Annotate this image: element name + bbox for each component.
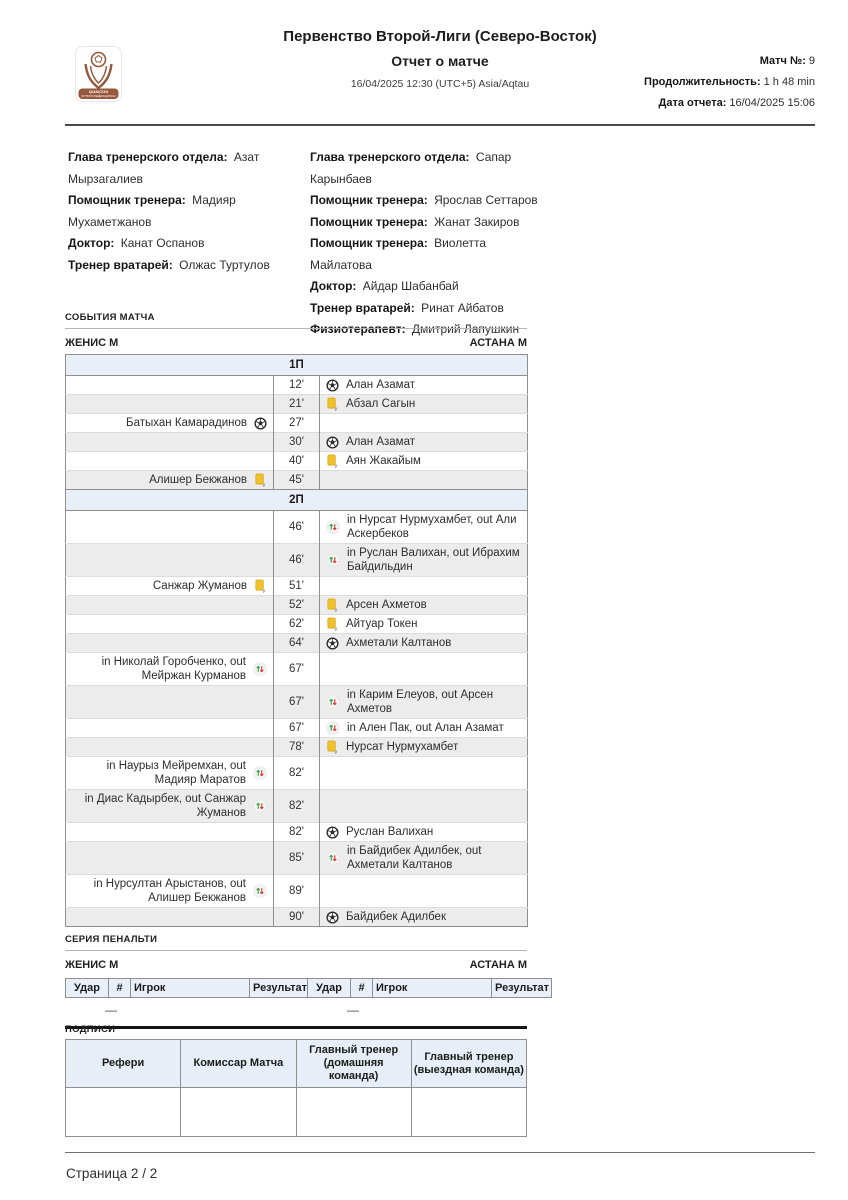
- event-entry: [72, 792, 267, 820]
- svg-text:y: y: [262, 482, 266, 487]
- half-header-row: [66, 355, 528, 376]
- penalty-empty-mark-home: —: [105, 1003, 117, 1017]
- staff-line: Доктор: Канат Оспанов: [68, 236, 205, 250]
- event-entry: [72, 655, 267, 683]
- event-time: 90': [274, 908, 320, 927]
- report-date-line: [644, 93, 815, 114]
- report-subtitle: Отчет о матче: [391, 53, 489, 69]
- event-away-cell: [320, 757, 528, 790]
- goal-icon: [326, 637, 339, 650]
- event-player-text: in Нурсат Нурмухамбет, out Али Аскербеков: [347, 514, 517, 540]
- event-away-cell: [320, 395, 528, 414]
- event-home-cell: [66, 908, 274, 927]
- staff-role-label: Тренер вратарей:: [68, 257, 173, 272]
- penalty-empty-mark-away: —: [347, 1003, 359, 1017]
- logo-caption-line1: ҚАЗАҚСТАН: [88, 90, 109, 94]
- event-row: [66, 596, 528, 615]
- penalty-col-header: Результат: [250, 979, 310, 998]
- event-entry: [72, 579, 267, 593]
- goal-icon: [326, 379, 339, 392]
- penalty-col-header: Игрок: [373, 979, 492, 998]
- event-row: [66, 790, 528, 823]
- event-entry: [326, 688, 521, 716]
- page-number: Страница 2 / 2: [66, 1166, 158, 1181]
- event-player-text: Абзал Сагын: [346, 398, 416, 410]
- penalty-col-header: Игрок: [131, 979, 250, 998]
- event-home-cell: [66, 842, 274, 875]
- event-row: [66, 842, 528, 875]
- signature-empty-cell: [66, 1088, 181, 1137]
- penalty-col-header: #: [109, 979, 131, 998]
- penalties-home-team-name: ЖЕНИС М: [65, 959, 119, 971]
- signature-col-header: Главный тренер (выездная команда): [411, 1040, 526, 1088]
- event-away-cell: [320, 511, 528, 544]
- events-section-title: СОБЫТИЯ МАТЧА: [65, 312, 527, 329]
- match-datetime: 16/04/2025 12:30 (UTC+5) Asia/Aqtau: [350, 78, 530, 90]
- event-time: 21': [274, 395, 320, 414]
- event-entry: [326, 910, 521, 924]
- signature-col-header: Комиссар Матча: [181, 1040, 296, 1088]
- event-home-cell: [66, 596, 274, 615]
- penalty-table-home: [65, 978, 310, 998]
- svg-text:y: y: [334, 626, 338, 631]
- event-row: [66, 471, 528, 490]
- event-time: 82': [274, 823, 320, 842]
- event-player-text: Арсен Ахметов: [346, 599, 427, 611]
- staff-line: Помощник тренера: Жанат Закиров: [310, 214, 520, 229]
- event-time: 45': [274, 471, 320, 490]
- yellow-card-icon: [254, 579, 267, 593]
- event-row: [66, 544, 528, 577]
- substitution-icon: [253, 662, 267, 676]
- event-time: 51': [274, 577, 320, 596]
- header-divider: [65, 124, 815, 126]
- event-row: [66, 757, 528, 790]
- event-entry: [326, 454, 521, 468]
- event-home-cell: [66, 395, 274, 414]
- event-player-text: Алан Азамат: [346, 379, 415, 391]
- penalty-col-header: Удар: [308, 979, 351, 998]
- event-away-cell: [320, 634, 528, 653]
- duration-label: Продолжительность:: [644, 76, 761, 88]
- signatures-table: [65, 1039, 527, 1137]
- event-away-cell: [320, 471, 528, 490]
- event-entry: [326, 397, 521, 411]
- staff-role-label: Доктор:: [310, 279, 357, 293]
- event-away-cell: [320, 738, 528, 757]
- event-home-cell: [66, 653, 274, 686]
- event-time: 30': [274, 433, 320, 452]
- staff-line: Физиотерапевт: Дмитрий Лапушкин: [310, 322, 520, 336]
- staff-role-label: Тренер вратарей:: [310, 300, 415, 315]
- event-row: [66, 433, 528, 452]
- staff-line: Помощник тренера: Ярослав Сеттаров: [310, 193, 538, 207]
- home-team-name: ЖЕНИС М: [65, 337, 119, 349]
- event-time: 78': [274, 738, 320, 757]
- report-date-value: 16/04/2025 15:06: [729, 97, 815, 109]
- staff-line: Глава тренерского отдела: Сапар Карынбаев: [310, 150, 512, 186]
- event-row: [66, 653, 528, 686]
- event-away-cell: [320, 596, 528, 615]
- penalties-section-title: СЕРИЯ ПЕНАЛЬТИ: [65, 934, 527, 951]
- event-home-cell: [66, 452, 274, 471]
- signature-empty-cell: [411, 1088, 526, 1137]
- penalty-col-header: Результат: [492, 979, 552, 998]
- event-row: [66, 615, 528, 634]
- staff-line: Тренер вратарей: Ринат Айбатов: [310, 300, 504, 315]
- event-home-cell: [66, 634, 274, 653]
- event-away-cell: [320, 544, 528, 577]
- event-player-text: in Николай Горобченко, out Мейржан Курманов: [101, 656, 246, 682]
- event-time: 85': [274, 842, 320, 875]
- event-player-text: in Нурсултан Арыстанов, out Алишер Бекжанов: [93, 878, 246, 904]
- event-entry: [72, 416, 267, 430]
- event-row: [66, 395, 528, 414]
- goal-icon: [326, 436, 339, 449]
- staff-role-label: Глава тренерского отдела:: [310, 150, 470, 164]
- penalty-table-home-block: [65, 978, 308, 1017]
- half-header-row: [66, 490, 528, 511]
- duration-value: 1 h 48 min: [763, 76, 815, 88]
- event-time: 52': [274, 596, 320, 615]
- half-header-home-cell: [66, 355, 274, 376]
- event-time: 89': [274, 875, 320, 908]
- event-time: 46': [274, 544, 320, 577]
- event-entry: [326, 825, 521, 839]
- event-entry: [326, 844, 521, 872]
- event-player-text: Ахметали Калтанов: [346, 637, 452, 649]
- event-entry: [72, 473, 267, 487]
- event-player-text: Алан Азамат: [346, 436, 415, 448]
- event-row: [66, 875, 528, 908]
- event-away-cell: [320, 686, 528, 719]
- staff-line: Тренер вратарей: Олжас Туртулов: [68, 257, 270, 272]
- event-home-cell: [66, 471, 274, 490]
- goal-icon: [326, 911, 339, 924]
- half-label: 1П: [289, 359, 304, 371]
- event-home-cell: [66, 433, 274, 452]
- event-home-cell: [66, 719, 274, 738]
- staff-home-column: [68, 147, 303, 276]
- substitution-icon: [326, 721, 340, 735]
- half-label: 2П: [289, 494, 304, 506]
- event-player-text: in Ален Пак, out Алан Азамат: [347, 722, 504, 734]
- staff-role-label: Помощник тренера:: [310, 193, 428, 207]
- event-entry: [326, 546, 521, 574]
- match-number-label: Матч №:: [759, 55, 806, 67]
- event-player-text: Айтуар Токен: [346, 618, 418, 630]
- event-away-cell: [320, 719, 528, 738]
- penalty-table-away-block: [307, 978, 550, 1017]
- event-player-text: Нурсат Нурмухамбет: [346, 741, 459, 753]
- event-row: [66, 376, 528, 395]
- event-entry: [72, 877, 267, 905]
- signatures-section: [65, 1024, 527, 1137]
- event-home-cell: [66, 511, 274, 544]
- svg-text:y: y: [334, 607, 338, 612]
- goal-icon: [326, 826, 339, 839]
- event-entry: [326, 617, 521, 631]
- event-away-cell: [320, 414, 528, 433]
- event-row: [66, 577, 528, 596]
- svg-text:y: y: [334, 406, 338, 411]
- event-player-text: Санжар Жуманов: [152, 580, 247, 592]
- event-time: 82': [274, 757, 320, 790]
- staff-line: Помощник тренера: Мадияр Мухаметжанов: [68, 193, 236, 229]
- event-home-cell: [66, 577, 274, 596]
- event-player-text: Байдибек Адилбек: [346, 911, 446, 923]
- substitution-icon: [326, 695, 340, 709]
- penalty-col-header: #: [351, 979, 373, 998]
- event-away-cell: [320, 908, 528, 927]
- event-away-cell: [320, 875, 528, 908]
- duration-line: [644, 72, 815, 93]
- event-away-cell: [320, 790, 528, 823]
- event-away-cell: [320, 842, 528, 875]
- event-home-cell: [66, 757, 274, 790]
- events-team-row: [65, 337, 527, 349]
- event-time: 67': [274, 719, 320, 738]
- penalties-team-row: [65, 959, 527, 971]
- event-time: 67': [274, 653, 320, 686]
- penalty-series-section: [65, 934, 550, 1029]
- substitution-icon: [326, 851, 340, 865]
- event-away-cell: [320, 577, 528, 596]
- event-away-cell: [320, 452, 528, 471]
- event-player-text: in Руслан Валихан, out Ибрахим Байдильдин: [347, 547, 520, 573]
- event-time: 82': [274, 790, 320, 823]
- event-home-cell: [66, 875, 274, 908]
- substitution-icon: [326, 553, 340, 567]
- staff-role-label: Физиотерапевт:: [310, 322, 406, 336]
- events-table: [65, 354, 528, 927]
- staff-role-label: Помощник тренера:: [310, 236, 428, 250]
- yellow-card-icon: [326, 617, 339, 631]
- event-row: [66, 414, 528, 433]
- half-header-home-cell: [66, 490, 274, 511]
- event-time: 46': [274, 511, 320, 544]
- penalty-col-header: Удар: [66, 979, 109, 998]
- event-entry: [326, 721, 521, 735]
- event-time: 12': [274, 376, 320, 395]
- report-date-label: Дата отчета:: [658, 97, 727, 109]
- yellow-card-icon: [326, 397, 339, 411]
- staff-line: Помощник тренера: Виолетта Майлатова: [310, 236, 487, 272]
- event-player-text: in Диас Кадырбек, out Санжар Жуманов: [84, 793, 246, 819]
- half-header-away-cell: [320, 355, 528, 376]
- event-time: 62': [274, 615, 320, 634]
- event-player-text: Батыхан Камарадинов: [126, 417, 247, 429]
- signature-empty-cell: [181, 1088, 296, 1137]
- event-entry: [326, 598, 521, 612]
- event-home-cell: [66, 738, 274, 757]
- event-player-text: in Карим Елеуов, out Арсен Ахметов: [347, 689, 494, 715]
- yellow-card-icon: [254, 473, 267, 487]
- event-player-text: in Наурыз Мейремхан, out Мадияр Маратов: [106, 760, 246, 786]
- staff-role-label: Глава тренерского отдела:: [68, 150, 228, 164]
- footer-divider: [65, 1152, 815, 1153]
- event-home-cell: [66, 544, 274, 577]
- event-time: 40': [274, 452, 320, 471]
- penalty-table-away: [307, 978, 552, 998]
- event-home-cell: [66, 686, 274, 719]
- event-entry: [72, 759, 267, 787]
- substitution-icon: [253, 766, 267, 780]
- match-events-section: [65, 312, 527, 927]
- event-home-cell: [66, 615, 274, 634]
- penalties-away-team-name: АСТАНА М: [469, 959, 527, 971]
- event-player-text: in Байдибек Адилбек, out Ахметали Калтанов: [347, 845, 482, 871]
- event-entry: [326, 435, 521, 449]
- event-time: 64': [274, 634, 320, 653]
- event-home-cell: [66, 414, 274, 433]
- logo-caption-line2: ФУТБОЛ ФЕДЕРАЦИЯСЫ: [81, 94, 116, 98]
- match-number-line: [644, 51, 815, 72]
- signatures-section-title: ПОДПИСИ: [65, 1024, 116, 1035]
- staff-role-label: Доктор:: [68, 236, 115, 250]
- event-entry: [326, 378, 521, 392]
- signature-col-header: Рефери: [66, 1040, 181, 1088]
- event-entry: [326, 513, 521, 541]
- half-header-away-cell: [320, 490, 528, 511]
- svg-text:y: y: [334, 749, 338, 754]
- yellow-card-icon: [326, 598, 339, 612]
- signature-col-header: Главный тренер (домашняя команда): [296, 1040, 411, 1088]
- yellow-card-icon: [326, 740, 339, 754]
- event-entry: [326, 740, 521, 754]
- staff-line: Глава тренерского отдела: Азат Мырзагалиев: [68, 150, 260, 186]
- event-row: [66, 452, 528, 471]
- goal-icon: [254, 417, 267, 430]
- event-time: 27': [274, 414, 320, 433]
- svg-text:y: y: [334, 463, 338, 468]
- event-away-cell: [320, 653, 528, 686]
- event-home-cell: [66, 376, 274, 395]
- staff-line: Доктор: Айдар Шабанбай: [310, 279, 459, 293]
- event-row: [66, 908, 528, 927]
- event-row: [66, 634, 528, 653]
- event-away-cell: [320, 433, 528, 452]
- event-row: [66, 686, 528, 719]
- event-player-text: Руслан Валихан: [346, 826, 434, 838]
- signature-empty-cell: [296, 1088, 411, 1137]
- away-team-name: АСТАНА М: [469, 337, 527, 349]
- match-number-value: 9: [808, 55, 815, 67]
- report-title: Первенство Второй-Лиги (Северо-Восток): [283, 28, 597, 45]
- event-away-cell: [320, 615, 528, 634]
- event-away-cell: [320, 823, 528, 842]
- event-home-cell: [66, 823, 274, 842]
- staff-role-label: Помощник тренера:: [68, 193, 186, 207]
- match-info-block: [644, 51, 815, 114]
- event-row: [66, 719, 528, 738]
- event-row: [66, 511, 528, 544]
- event-home-cell: [66, 790, 274, 823]
- penalty-tables: [65, 978, 550, 1017]
- event-time: 67': [274, 686, 320, 719]
- svg-text:y: y: [262, 588, 266, 593]
- substitution-icon: [253, 884, 267, 898]
- staff-role-label: Помощник тренера:: [310, 214, 428, 229]
- event-row: [66, 738, 528, 757]
- yellow-card-icon: [326, 454, 339, 468]
- event-player-text: Аян Жакайым: [346, 455, 421, 467]
- event-row: [66, 823, 528, 842]
- event-entry: [326, 636, 521, 650]
- event-away-cell: [320, 376, 528, 395]
- event-player-text: Алишер Бекжанов: [149, 474, 247, 486]
- substitution-icon: [253, 799, 267, 813]
- substitution-icon: [326, 520, 340, 534]
